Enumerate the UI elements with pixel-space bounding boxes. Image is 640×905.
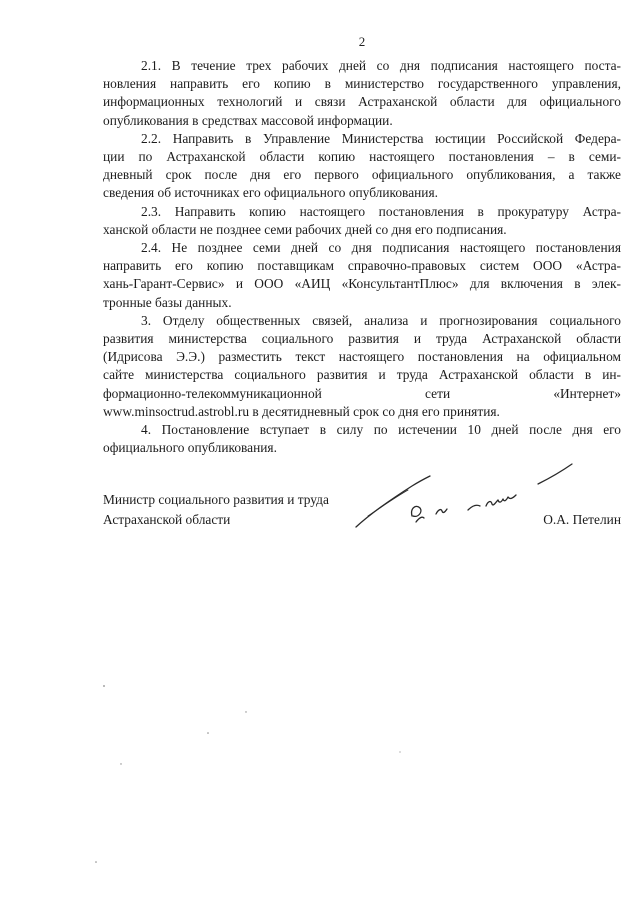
text-line: формационно-телекоммуникационной сети «Интернет» [103, 385, 621, 401]
signatory-title: Министр социального развития и труда [103, 492, 329, 507]
text-line: развития министерства социального развития и труда Астраханской области [103, 331, 621, 347]
text-line: хань-Гарант-Сервис» и ООО «АИЦ «КонсультантПлюс» для включения в элек- [103, 276, 621, 292]
text-line: сведения об источниках его официального опубликования. [103, 185, 438, 201]
text-line: информационных технологий и связи Астраханской области для официального [103, 94, 621, 110]
text-line: 2.1. В течение трех рабочих дней со дня подписания настоящего поста- [141, 58, 621, 73]
document-body [103, 57, 621, 457]
signatory-name: О.А. Петелин [543, 512, 621, 527]
text-line: ции по Астраханской области копию настоящего постановления – в семи- [103, 149, 621, 165]
text-line: новления направить его копию в министерство государственного управления, [103, 76, 621, 92]
page-number: 2 [358, 34, 366, 49]
text-line: сайте министерства социального развития и труда Астраханской области в ин- [103, 367, 621, 383]
text-line: 2.4. Не позднее семи дней со дня подписания настоящего постановления [141, 240, 621, 256]
paragraph-3 [103, 312, 621, 421]
text-line: опубликования в средствах массовой информации. [103, 112, 393, 128]
signature-block [103, 490, 621, 550]
text-line: 3. Отделу общественных связей, анализа и прогнозирования социального [141, 312, 621, 328]
text-line: направить его копию поставщикам справочно-правовых систем ООО «Астра- [103, 258, 621, 274]
text-line: 4. Постановление вступает в силу по истечении 10 дней после дня его [141, 422, 621, 438]
text-line: ханской области не позднее семи рабочих дней со дня его подписания. [103, 221, 507, 237]
text-line: 2.2. Направить в Управление Министерства юстиции Российской Федера- [141, 130, 621, 146]
text-line: 2.3. Направить копию настоящего постановления в прокуратуру Астра- [141, 203, 621, 219]
text-line: (Идрисова Э.Э.) разместить текст настоящего постановления на официальном [103, 349, 621, 365]
text-line: www.minsoctrud.astrobl.ru в десятидневный срок со дня его принятия. [103, 403, 500, 419]
paragraph-2-1 [103, 57, 621, 130]
signatory-region: Астраханской области [103, 512, 231, 527]
text-line: официального опубликования. [103, 440, 277, 456]
paragraph-2-3 [103, 203, 621, 239]
paragraph-2-2 [103, 130, 621, 203]
paragraph-2-4 [103, 239, 621, 312]
text-line: дневный срок после дня его первого официального опубликования, а также [103, 167, 621, 183]
text-line: тронные базы данных. [103, 294, 232, 310]
